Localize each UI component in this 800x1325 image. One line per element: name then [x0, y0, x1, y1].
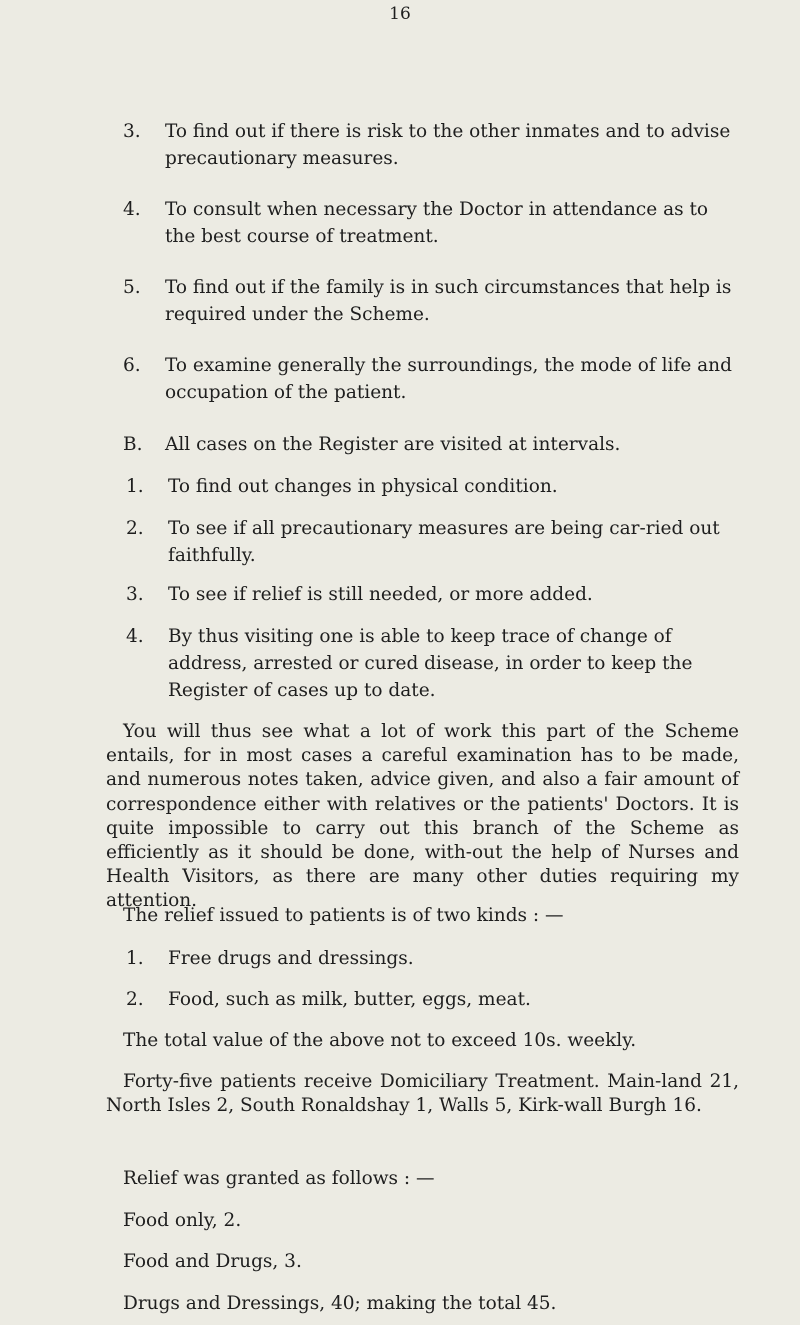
relief-granted-intro: Relief was granted as follows : — [123, 1168, 435, 1189]
list-item [126, 581, 741, 608]
list-item-text: Free drugs and dressings. [168, 948, 414, 969]
list-item-text: By thus visiting one is able to keep trace of change of address, arrested or cured disease, in order to keep the Register of cases up to date. [168, 626, 693, 701]
list-item-number: 3. [126, 584, 144, 605]
list-item-text: Food, such as milk, butter, eggs, meat. [168, 989, 531, 1010]
list-item-number: 2. [126, 989, 144, 1010]
relief-granted-item: Food and Drugs, 3. [123, 1251, 302, 1272]
paragraph-work: You will thus see what a lot of work this part of the Scheme entails, for in most cases a careful examination has to be made, and numerous notes taken, advice given, and also a fair amount of correspondence either with relatives or the patients' Doctors. It is quite impossible to carry out this branch of the Scheme as efficiently as it should be done, with-out the help of Nurses and Health Visitors, as there are many other duties requiring my attention. [106, 721, 739, 912]
section-b-heading [123, 431, 738, 458]
list-item [126, 473, 741, 500]
list-item [123, 274, 738, 328]
paragraph-patients: Forty-five patients receive Domiciliary Treatment. Main-land 21, North Isles 2, South Ronaldshay 1, Walls 5, Kirk-wall Burgh 16. [106, 1071, 739, 1117]
list-item-number: 2. [126, 518, 144, 539]
relief-intro: The relief issued to patients is of two kinds : — [123, 905, 564, 926]
section-heading-text: All cases on the Register are visited at intervals. [165, 434, 621, 455]
relief-granted-item: Food only, 2. [123, 1210, 242, 1231]
list-item-number: 6. [123, 355, 141, 376]
section-label: B. [123, 434, 143, 455]
list-item-text: To find out if the family is in such circumstances that help is required under the Scheme. [165, 277, 732, 325]
list-item-number: 4. [126, 626, 144, 647]
list-item-text: To find out changes in physical condition. [168, 476, 558, 497]
total-value-note: The total value of the above not to exceed 10s. weekly. [123, 1030, 637, 1051]
list-item [126, 986, 741, 1013]
list-item-text: To examine generally the surroundings, the mode of life and occupation of the patient. [165, 355, 732, 403]
list-item [123, 352, 738, 406]
list-item-text: To see if all precautionary measures are being car-ried out faithfully. [168, 518, 720, 566]
relief-granted-item: Drugs and Dressings, 40; making the total 45. [123, 1293, 557, 1314]
list-item [126, 515, 741, 569]
list-item-text: To find out if there is risk to the other inmates and to advise precautionary measures. [165, 121, 731, 169]
list-item-text: To see if relief is still needed, or more added. [168, 584, 593, 605]
page-number: 16 [389, 4, 411, 24]
list-item-number: 4. [123, 199, 141, 220]
list-item [123, 118, 738, 172]
list-item-number: 3. [123, 121, 141, 142]
list-item [123, 196, 738, 250]
list-item-number: 1. [126, 948, 144, 969]
list-item-number: 5. [123, 277, 141, 298]
list-item [126, 945, 741, 972]
list-item-number: 1. [126, 476, 144, 497]
list-item-text: To consult when necessary the Doctor in attendance as to the best course of treatment. [165, 199, 709, 247]
list-item [126, 623, 741, 704]
